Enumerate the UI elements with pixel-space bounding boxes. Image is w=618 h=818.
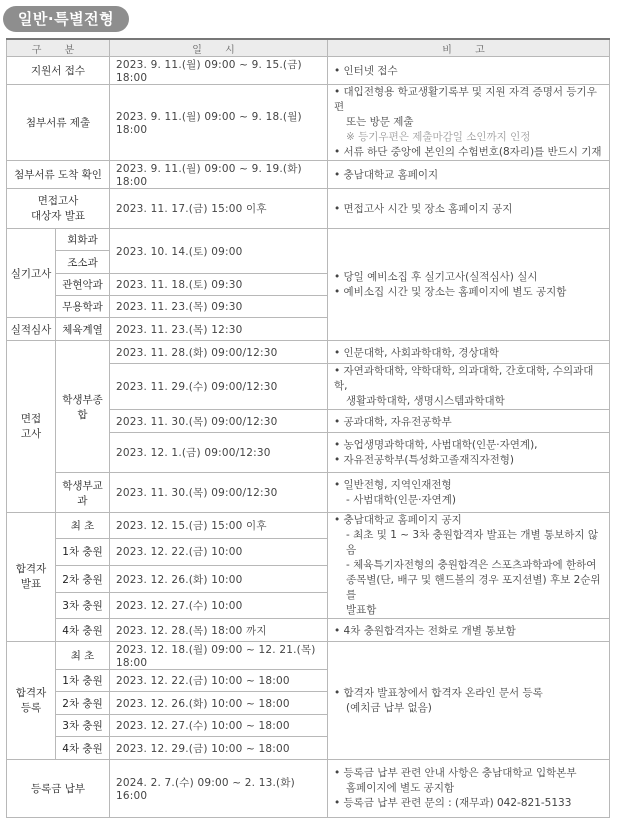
row-note [328, 85, 610, 161]
note-line: 또는 방문 제출 [346, 116, 414, 128]
note-line: • 등록금 납부 관련 문의 : (재무과) 042-821-5133 [334, 797, 572, 809]
row-note: • 인문대학, 사회과학대학, 경상대학 [328, 341, 610, 364]
sub-label: 1차 충원 [56, 538, 110, 565]
row-note [328, 513, 610, 619]
sub-label: 3차 충원 [56, 593, 110, 619]
label-line: 대상자 발표 [30, 209, 86, 222]
note-line: - 사범대학(인문·자연계) [346, 493, 456, 506]
row-label: 첨부서류 제출 [7, 85, 110, 161]
note-line: ※ 등기우편은 제출마감일 소인까지 인정 [346, 131, 531, 143]
row-note: • 충남대학교 홈페이지 [328, 161, 610, 189]
label-line: 면접 [20, 412, 42, 425]
row-label: 실기고사 [7, 229, 56, 318]
note-line: 종목별(단, 배구 및 핸드볼의 경우 포지션별) 후보 2순위를 [346, 574, 601, 601]
row-note [328, 433, 610, 473]
row-label [7, 341, 56, 513]
note-line: • 합격자 발표창에서 합격자 온라인 문서 등록 [334, 686, 543, 699]
label-line: 고사 [20, 427, 42, 440]
note-line: • 자연과학대학, 약학대학, 의과대학, 간호대학, 수의과대학, [334, 365, 594, 392]
row-note [328, 760, 610, 818]
label-line: 면접고사 [37, 194, 79, 207]
note-line: - 최초 및 1 ~ 3차 충원합격자 발표는 개별 통보하지 않음 [346, 529, 599, 556]
note-line: • 자유전공학부(특성화고졸재직자전형) [334, 453, 515, 466]
row-date: 2023. 10. 14.(토) 09:00 [110, 229, 328, 274]
row-date: 2023. 12. 27.(수) 10:00 [110, 593, 328, 619]
note-line: • 당일 예비소집 후 실기고사(실적심사) 실시 [334, 270, 538, 283]
note-line: • 농업생명과학대학, 사범대학(인문·자연계), [334, 438, 538, 451]
row-date: 2023. 11. 30.(목) 09:00/12:30 [110, 410, 328, 433]
sub-label: 4차 충원 [56, 737, 110, 760]
row-date: 2023. 12. 29.(금) 10:00 ~ 18:00 [110, 737, 328, 760]
header-schedule: 일 시 [110, 39, 328, 57]
row-date: 2023. 11. 18.(토) 09:30 [110, 274, 328, 296]
row-date: 2023. 9. 11.(월) 09:00 ~ 9. 19.(화) 18:00 [110, 161, 328, 189]
table-row [7, 57, 610, 85]
sub-label: 학생부종합 [56, 341, 110, 473]
row-note: • 면접고사 시간 및 장소 홈페이지 공지 [328, 189, 610, 229]
row-date: 2023. 12. 26.(화) 10:00 [110, 565, 328, 592]
row-note: • 4차 충원합격자는 전화로 개별 통보함 [328, 619, 610, 642]
row-date: 2023. 11. 23.(목) 12:30 [110, 318, 328, 341]
row-date: 2023. 12. 18.(월) 09:00 ~ 12. 21.(목) 18:00 [110, 642, 328, 670]
row-date: 2023. 9. 11.(월) 09:00 ~ 9. 15.(금) 18:00 [110, 57, 328, 85]
table-row [7, 642, 610, 670]
sub-label: 관현악과 [56, 274, 110, 296]
label-line: 등록 [20, 701, 42, 714]
label-line: 합격자 [15, 563, 47, 575]
row-label: 지원서 접수 [7, 57, 110, 85]
note-line: 홈페이지에 별도 공지함 [346, 782, 455, 794]
row-note [328, 473, 610, 513]
note-line: (예치금 납부 없음) [346, 701, 432, 714]
label-line: 합격자 [15, 686, 47, 699]
table-row [7, 189, 610, 229]
sub-label: 체육계열 [56, 318, 110, 341]
row-label [7, 513, 56, 642]
sub-label: 3차 충원 [56, 715, 110, 737]
table-row [7, 760, 610, 818]
row-date: 2024. 2. 7.(수) 09:00 ~ 2. 13.(화) 16:00 [110, 760, 328, 818]
row-label: 실적심사 [7, 318, 56, 341]
sub-label: 4차 충원 [56, 619, 110, 642]
section-title: 일반·특별전형 [3, 6, 129, 32]
row-date: 2023. 11. 28.(화) 09:00/12:30 [110, 341, 328, 364]
row-date: 2023. 12. 27.(수) 10:00 ~ 18:00 [110, 715, 328, 737]
row-note: • 인터넷 접수 [328, 57, 610, 85]
row-date: 2023. 12. 26.(화) 10:00 ~ 18:00 [110, 692, 328, 715]
table-row [7, 473, 610, 513]
sub-label: 조소과 [56, 251, 110, 274]
header-category: 구 분 [7, 39, 110, 57]
note-line: • 서류 하단 중앙에 본인의 수험번호(8자리)를 반드시 기재 [334, 146, 602, 158]
note-line: 생활과학대학, 생명시스템과학대학 [346, 395, 505, 407]
sub-label: 최 초 [56, 513, 110, 539]
note-line: • 등록금 납부 관련 안내 사항은 충남대학교 입학본부 [334, 767, 577, 779]
table-row [7, 341, 610, 364]
table-row [7, 85, 610, 161]
row-date: 2023. 11. 23.(목) 09:30 [110, 296, 328, 318]
row-label: 등록금 납부 [7, 760, 110, 818]
sub-label: 무용학과 [56, 296, 110, 318]
note-line: • 일반전형, 지역인재전형 [334, 478, 452, 491]
note-line: • 대입전형용 학교생활기록부 및 지원 자격 증명서 등기우편 [334, 86, 597, 113]
row-note [328, 364, 610, 410]
sub-label: 2차 충원 [56, 692, 110, 715]
row-label [7, 642, 56, 760]
row-label: 첨부서류 도착 확인 [7, 161, 110, 189]
row-note [328, 229, 610, 341]
sub-label: 1차 충원 [56, 670, 110, 692]
row-date: 2023. 11. 30.(목) 09:00/12:30 [110, 473, 328, 513]
table-header-row [7, 39, 610, 57]
row-date: 2023. 11. 29.(수) 09:00/12:30 [110, 364, 328, 410]
label-line: 발표 [20, 578, 42, 590]
note-line: • 충남대학교 홈페이지 공지 [334, 514, 462, 526]
row-label [7, 189, 110, 229]
row-date: 2023. 12. 22.(금) 10:00 [110, 538, 328, 565]
sub-label: 학생부교과 [56, 473, 110, 513]
schedule-table [6, 38, 610, 818]
table-row [7, 161, 610, 189]
row-date: 2023. 12. 1.(금) 09:00/12:30 [110, 433, 328, 473]
note-line: - 체육특기자전형의 충원합격은 스포츠과학과에 한하여 [346, 559, 597, 571]
row-date: 2023. 11. 17.(금) 15:00 이후 [110, 189, 328, 229]
header-note: 비 고 [328, 39, 610, 57]
note-line: • 예비소집 시간 및 장소는 홈페이지에 별도 공지함 [334, 285, 567, 298]
row-date: 2023. 12. 22.(금) 10:00 ~ 18:00 [110, 670, 328, 692]
note-line: 발표함 [346, 604, 377, 616]
table-row [7, 513, 610, 539]
row-date: 2023. 12. 28.(목) 18:00 까지 [110, 619, 328, 642]
sub-label: 회화과 [56, 229, 110, 251]
row-note: • 공과대학, 자유전공학부 [328, 410, 610, 433]
table-row [7, 619, 610, 642]
sub-label: 2차 충원 [56, 565, 110, 592]
row-date: 2023. 9. 11.(월) 09:00 ~ 9. 18.(월) 18:00 [110, 85, 328, 161]
table-row [7, 229, 610, 251]
row-note [328, 642, 610, 760]
row-date: 2023. 12. 15.(금) 15:00 이후 [110, 513, 328, 539]
sub-label: 최 초 [56, 642, 110, 670]
